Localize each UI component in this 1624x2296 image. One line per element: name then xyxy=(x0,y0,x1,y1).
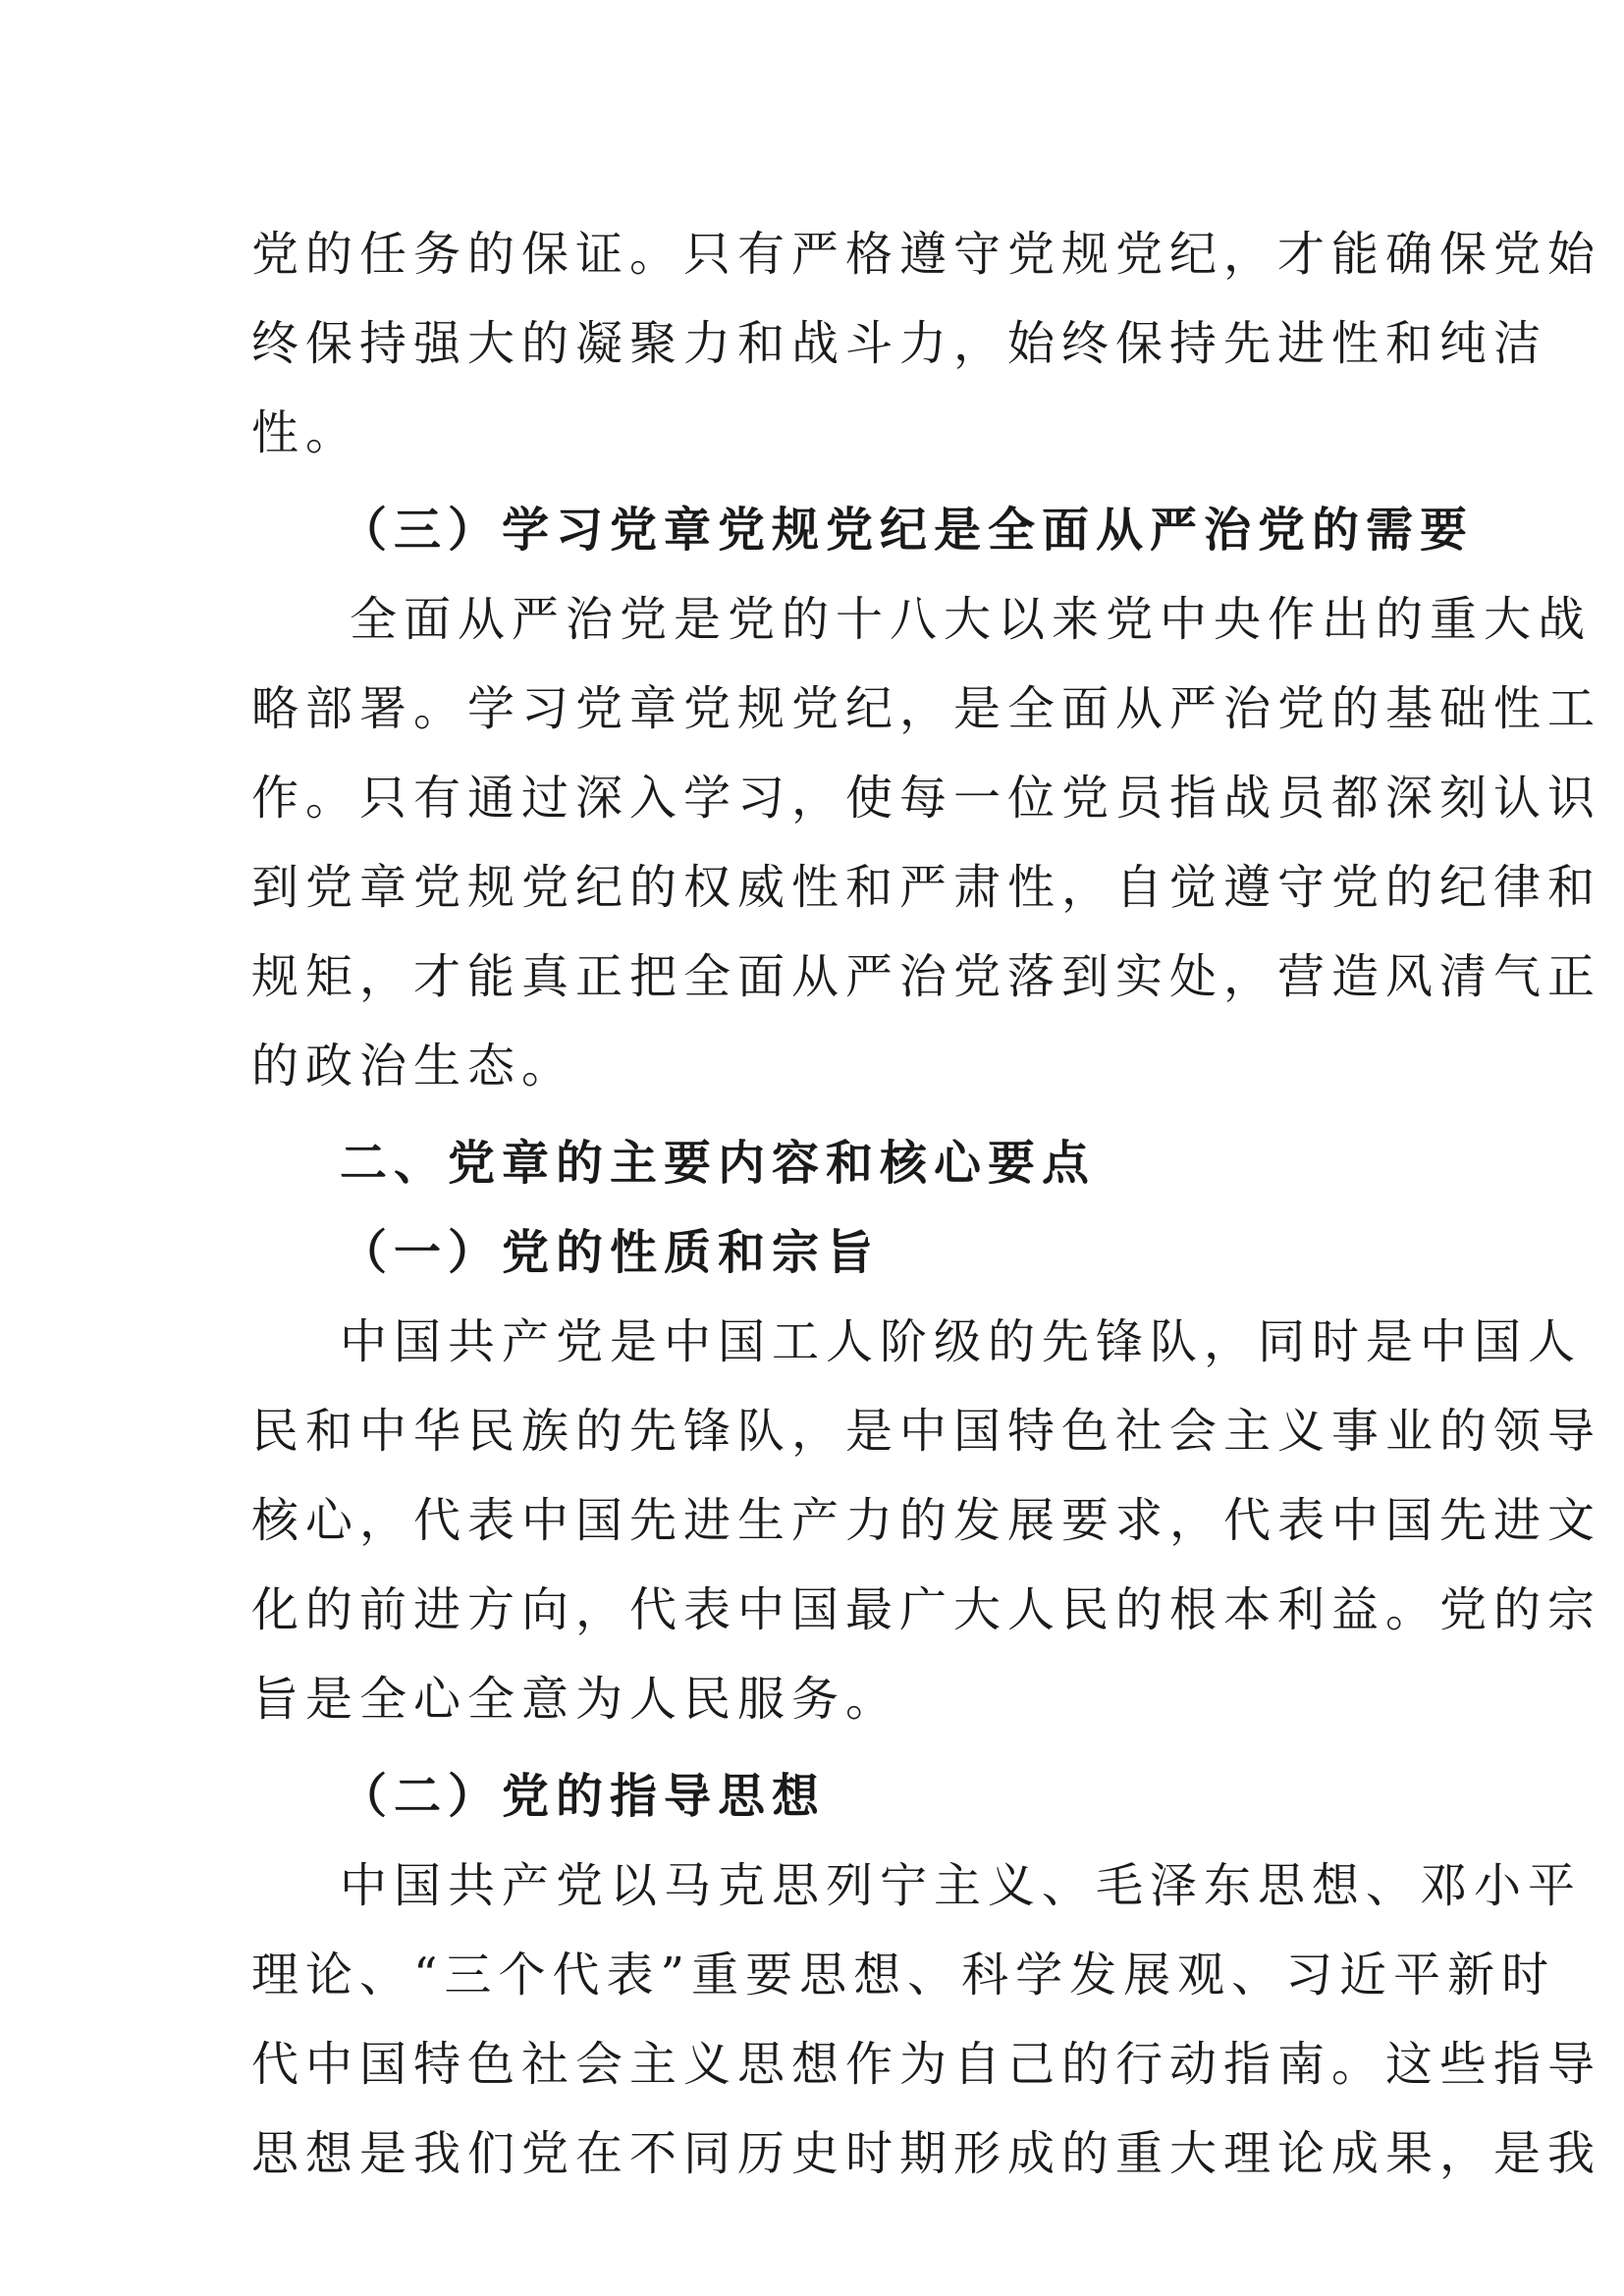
text-line: 中国共产党以马克思列宁主义、毛泽东思想、邓小平 xyxy=(340,1858,1583,1913)
text-line: 旨是全心全意为人民服务。 xyxy=(251,1672,900,1727)
text-line: 思想是我们党在不同历史时期形成的重大理论成果，是我 xyxy=(251,2126,1602,2181)
text-line: 党的任务的保证。只有严格遵守党规党纪，才能确保党始 xyxy=(251,227,1602,282)
paragraph-3 xyxy=(251,1298,1602,1744)
text-line: 略部署。学习党章党规党纪，是全面从严治党的基础性工 xyxy=(251,681,1602,736)
subheading-three: （三）学习党章党规党纪是全面从严治党的需要 xyxy=(340,503,1475,558)
text-line: 核心，代表中国先进生产力的发展要求，代表中国先进文 xyxy=(251,1493,1602,1548)
paragraph-2 xyxy=(251,575,1602,1111)
text-line: 化的前进方向，代表中国最广大人民的根本利益。党的宗 xyxy=(251,1582,1602,1637)
paragraph-1 xyxy=(251,210,1602,478)
text-line: 全面从严治党是党的十八大以来党中央作出的重大战 xyxy=(350,592,1593,647)
text-line: 终保持强大的凝聚力和战斗力，始终保持先进性和纯洁 xyxy=(251,316,1548,371)
section-heading: 二、党章的主要内容和核心要点 xyxy=(340,1136,1097,1191)
subheading-two: （二）党的指导思想 xyxy=(340,1769,827,1824)
text-line: 民和中华民族的先锋队，是中国特色社会主义事业的领导 xyxy=(251,1404,1602,1459)
text-line: 到党章党规党纪的权威性和严肃性，自觉遵守党的纪律和 xyxy=(251,860,1602,915)
text-line: 代中国特色社会主义思想作为自己的行动指南。这些指导 xyxy=(251,2037,1602,2092)
text-line: 作。只有通过深入学习，使每一位党员指战员都深刻认识 xyxy=(251,771,1602,826)
subheading-one: （一）党的性质和宗旨 xyxy=(340,1225,881,1280)
text-line: 性。 xyxy=(251,405,360,460)
text-line: 规矩，才能真正把全面从严治党落到实处，营造风清气正 xyxy=(251,949,1602,1004)
document-page xyxy=(251,210,1602,2199)
text-line: 的政治生态。 xyxy=(251,1039,576,1094)
paragraph-4 xyxy=(251,1842,1602,2199)
text-line: 中国共产党是中国工人阶级的先锋队，同时是中国人 xyxy=(340,1314,1583,1369)
text-line: 理论、“三个代表”重要思想、科学发展观、习近平新时 xyxy=(251,1948,1556,2002)
